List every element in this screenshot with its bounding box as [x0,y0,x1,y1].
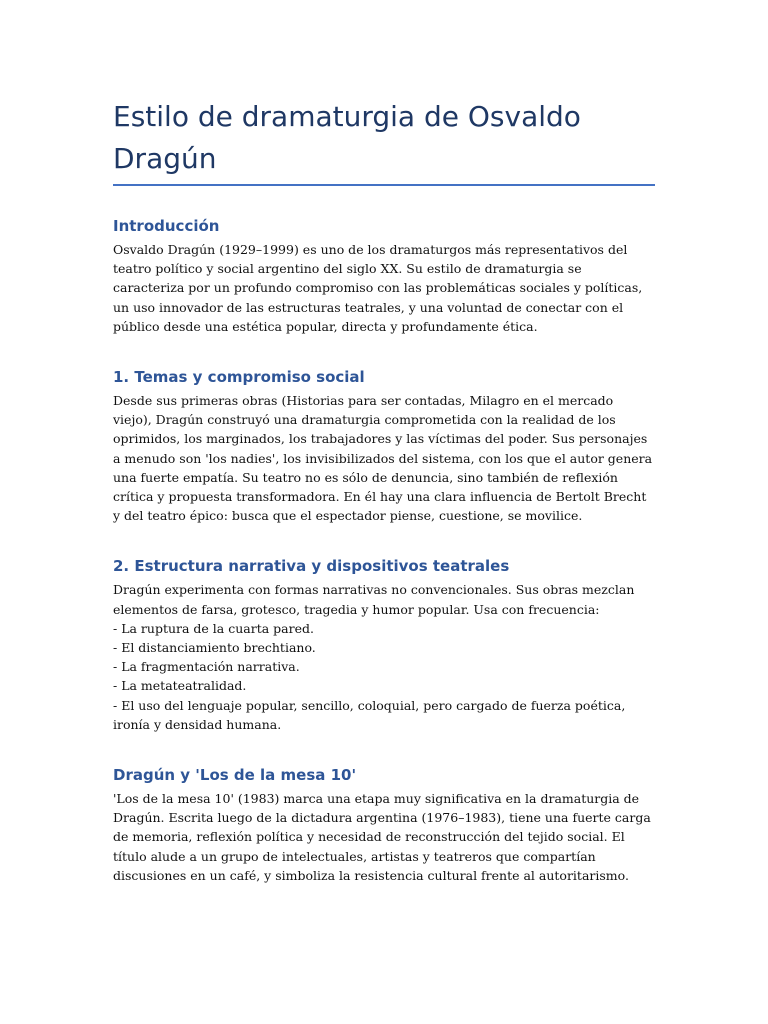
list-item: - La metateatralidad. [113,678,247,694]
section-heading: 2. Estructura narrativa y dispositivos teatrales [113,557,510,576]
section-paragraph: 'Los de la mesa 10' (1983) marca una etapa muy significativa en la dramaturgia de Dragún. Escrita luego de la dictadura argentina (1976–1983), tiene una fuerte carga de memoria, reflexión política y necesidad de reconstrucción del tejido social. El título alude a un grupo de intelectuales, artistas y teatreros que compartían discusiones en un café, y simboliza la resistencia cultural frente al autoritarismo. [113,791,651,883]
document-title: Estilo de dramaturgia de Osvaldo Dragún [113,96,655,186]
document-page [113,96,655,885]
section-introduccion [113,216,655,336]
section-estructura [113,556,655,734]
list-item: - La fragmentación narrativa. [113,659,300,675]
list-item: - La ruptura de la cuarta pared. [113,620,314,636]
section-heading: 1. Temas y compromiso social [113,368,365,387]
section-mesa-10 [113,765,655,885]
section-paragraph: Desde sus primeras obras (Historias para ser contadas, Milagro en el mercado viejo), Dragún construyó una dramaturgia comprometida con la realidad de los oprimidos, los marginados, los trabajadores y las víctimas del poder. Sus personajes a menudo son 'los nadies', los invisibilizados del sistema, con los que el autor genera una fuerte empatía. Su teatro no es sólo de denuncia, sino también de reflexión crítica y propuesta transformadora. En él hay una clara influencia de Bertolt Brecht y del teatro épico: busca que el espectador piense, cuestione, se movilice. [113,393,653,524]
section-temas [113,367,655,525]
section-heading: Dragún y 'Los de la mesa 10' [113,766,357,785]
section-paragraph: Osvaldo Dragún (1929–1999) es uno de los dramaturgos más representativos del teatro político y social argentino del siglo XX. Su estilo de dramaturgia se caracteriza por un profundo compromiso con las problemáticas sociales y políticas, un uso innovador de las estructuras teatrales, y una voluntad de conectar con el público desde una estética popular, directa y profundamente ética. [113,242,643,334]
section-heading: Introducción [113,217,220,235]
list-item: - El distanciamiento brechtiano. [113,640,316,656]
list-item: - El uso del lenguaje popular, sencillo, coloquial, pero cargado de fuerza poética, ironía y densidad humana. [113,697,626,732]
section-paragraph: Dragún experimenta con formas narrativas no convencionales. Sus obras mezclan elementos de farsa, grotesco, tragedia y humor popular. Usa con frecuencia: [113,582,635,617]
